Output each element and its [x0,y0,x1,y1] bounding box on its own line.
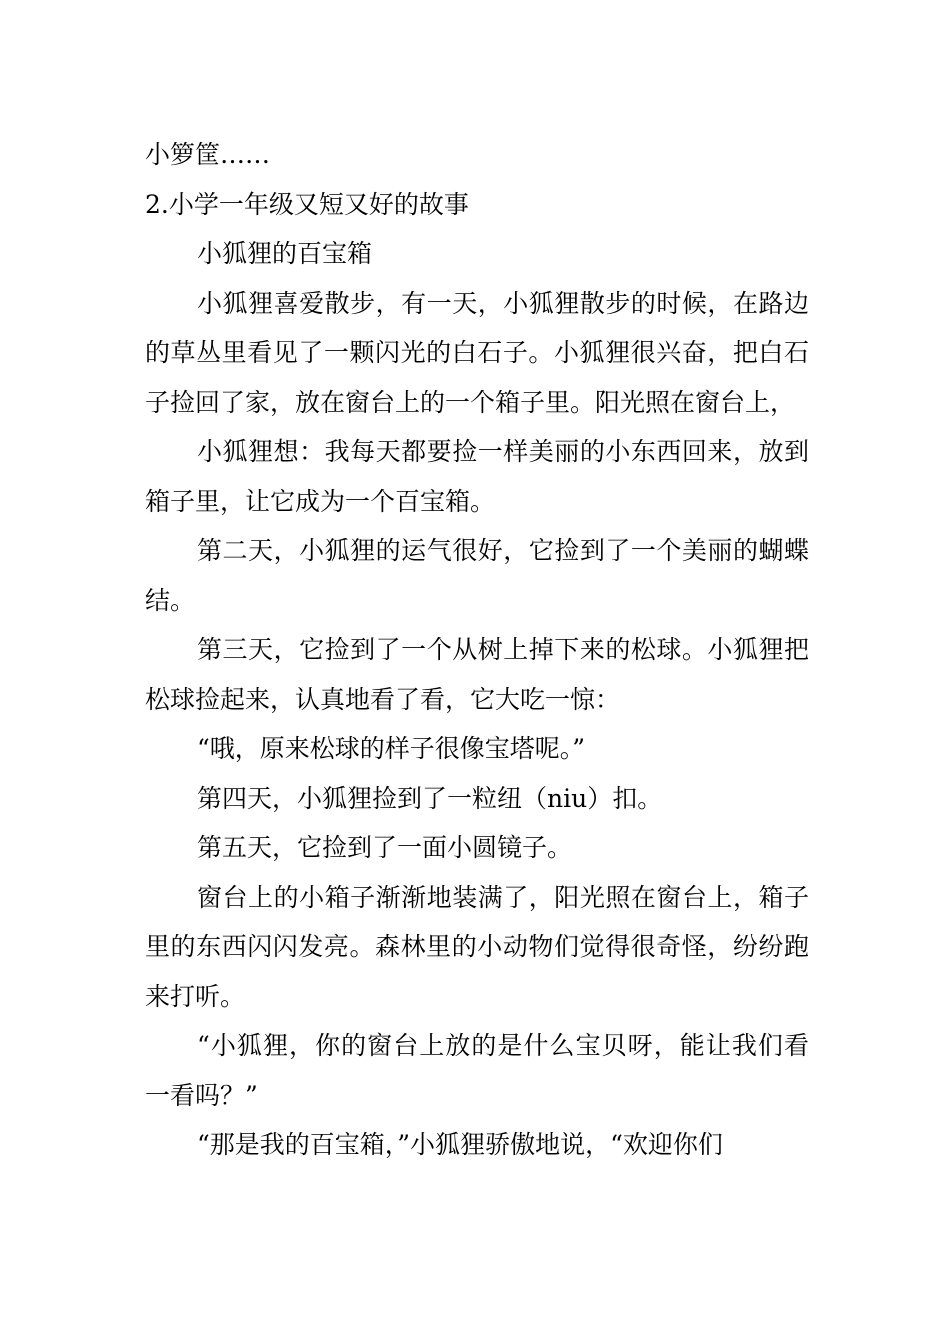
paragraph-11: 窗台上的小箱子渐渐地装满了，阳光照在窗台上，箱子里的东西闪闪发亮。森林里的小动物们觉得很奇怪，纷纷跑来打听。 [145,882,809,1011]
paragraph-10: 第五天，它捡到了一面小圆镜子。 [197,833,573,862]
story-title: 小狐狸的百宝箱 [197,239,373,268]
paragraph-12: “小狐狸，你的窗台上放的是什么宝贝呀，能让我们看一看吗？” [145,1031,809,1110]
paragraph-4: 小狐狸喜爱散步，有一天，小狐狸散步的时候，在路边的草丛里看见了一颗闪光的白石子。小狐狸很兴奋，把白石子捡回了家，放在窗台上的一个箱子里。阳光照在窗台上， [145,288,809,417]
paragraph-6: 第二天，小狐狸的运气很好，它捡到了一个美丽的蝴蝶结。 [145,536,809,615]
paragraph-13: “那是我的百宝箱，”小狐狸骄傲地说，“欢迎你们 [197,1130,723,1159]
document-page [145,130,809,1170]
paragraph-1: 小箩筐…… [145,140,271,169]
paragraph-8: “哦，原来松球的样子很像宝塔呢。” [197,734,586,763]
paragraph-5: 小狐狸想：我每天都要捡一样美丽的小东西回来，放到箱子里，让它成为一个百宝箱。 [145,437,809,516]
paragraph-7: 第三天，它捡到了一个从树上掉下来的松球。小狐狸把松球捡起来，认真地看了看，它大吃一惊： [145,635,809,714]
section-heading: 2.小学一年级又短又好的故事 [145,189,469,219]
paragraph-9: 第四天，小狐狸捡到了一粒纽（niu）扣。 [197,783,663,813]
